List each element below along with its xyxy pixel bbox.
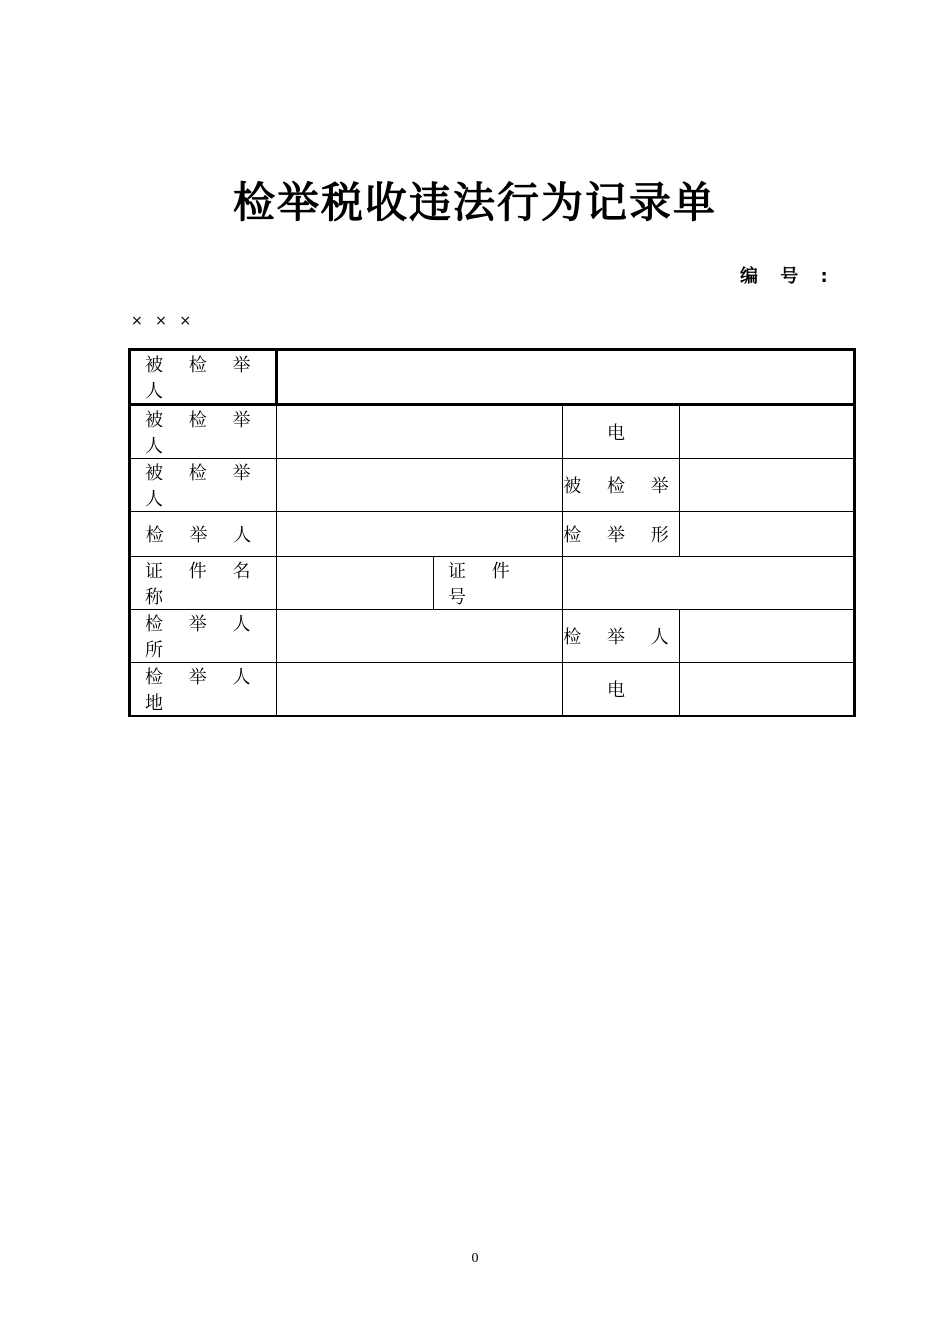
input-cell[interactable] [563,557,855,610]
row-label: 证 件 号 [434,557,563,610]
input-cell[interactable] [680,663,855,717]
row-label: 被 检 举 人 [130,350,277,405]
input-cell[interactable] [277,663,563,717]
table-row [130,459,855,512]
row-label: 被 检 举 人 [130,405,277,459]
table-row [130,610,855,663]
row-label: 电 [563,405,680,459]
input-cell[interactable] [680,512,855,557]
input-cell[interactable] [680,459,855,512]
row-label: 证 件 名 称 [130,557,277,610]
table-row [130,405,855,459]
row-label: 检 举 人 地 [130,663,277,717]
table-row [130,350,855,405]
row-label: 检 举 人 [563,610,680,663]
row-label: 检 举 形 [563,512,680,557]
table-row [130,663,855,717]
page-number: 0 [471,1251,479,1266]
row-label: 电 [563,663,680,717]
table-row [130,512,855,557]
marks: × × × [131,313,196,329]
record-form-table [128,348,856,717]
input-cell[interactable] [680,405,855,459]
table-row [130,557,855,610]
row-label: 被 检 举 [563,459,680,512]
input-cell[interactable] [277,405,563,459]
row-label: 被 检 举 人 [130,459,277,512]
input-cell[interactable] [680,610,855,663]
input-cell[interactable] [277,557,434,610]
input-cell[interactable] [277,459,563,512]
row-label: 检 举 人 所 [130,610,277,663]
number-label: 编 号 : [740,266,836,287]
input-cell[interactable] [277,350,855,405]
input-cell[interactable] [277,610,563,663]
document-title: 检举税收违法行为记录单 [232,178,717,227]
input-cell[interactable] [277,512,563,557]
row-label: 检 举 人 [130,512,277,557]
